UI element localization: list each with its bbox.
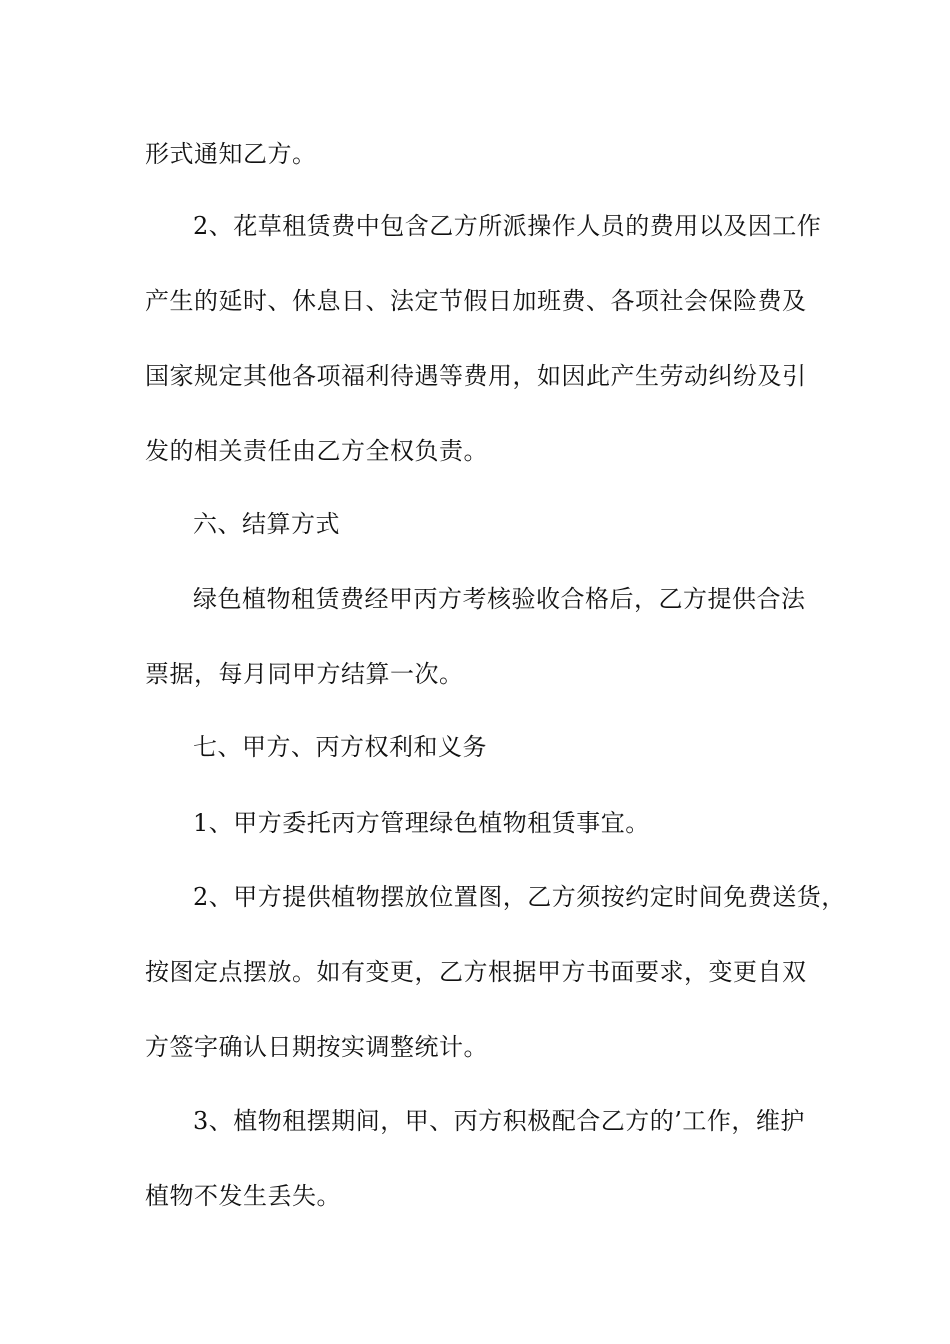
section-heading: 六、结算方式: [193, 510, 340, 538]
paragraph-line: 2、花草租赁费中包含乙方所派操作人员的费用以及因工作: [193, 212, 822, 240]
paragraph-line: 发的相关责任由乙方全权负责。: [145, 437, 488, 465]
paragraph-line: 按图定点摆放。如有变更，乙方根据甲方书面要求，变更自双: [145, 958, 807, 986]
paragraph-line: 票据，每月同甲方结算一次。: [145, 660, 464, 688]
section-heading: 七、甲方、丙方权利和义务: [193, 733, 487, 761]
paragraph-line: 绿色植物租赁费经甲丙方考核验收合格后，乙方提供合法: [193, 585, 806, 613]
paragraph-line: 国家规定其他各项福利待遇等费用，如因此产生劳动纠纷及引: [145, 362, 807, 390]
paragraph-line: 方签字确认日期按实调整统计。: [145, 1033, 488, 1061]
paragraph-line: 1、甲方委托丙方管理绿色植物租赁事宜。: [193, 809, 650, 837]
paragraph-line: 2、甲方提供植物摆放位置图，乙方须按约定时间免费送货，: [193, 883, 846, 911]
paragraph-line: 植物不发生丢失。: [145, 1182, 341, 1210]
paragraph-line: 3、植物租摆期间，甲、丙方积极配合乙方的’工作，维护: [193, 1107, 805, 1135]
paragraph-line: 形式通知乙方。: [145, 140, 317, 168]
paragraph-line: 产生的延时、休息日、法定节假日加班费、各项社会保险费及: [145, 287, 807, 315]
